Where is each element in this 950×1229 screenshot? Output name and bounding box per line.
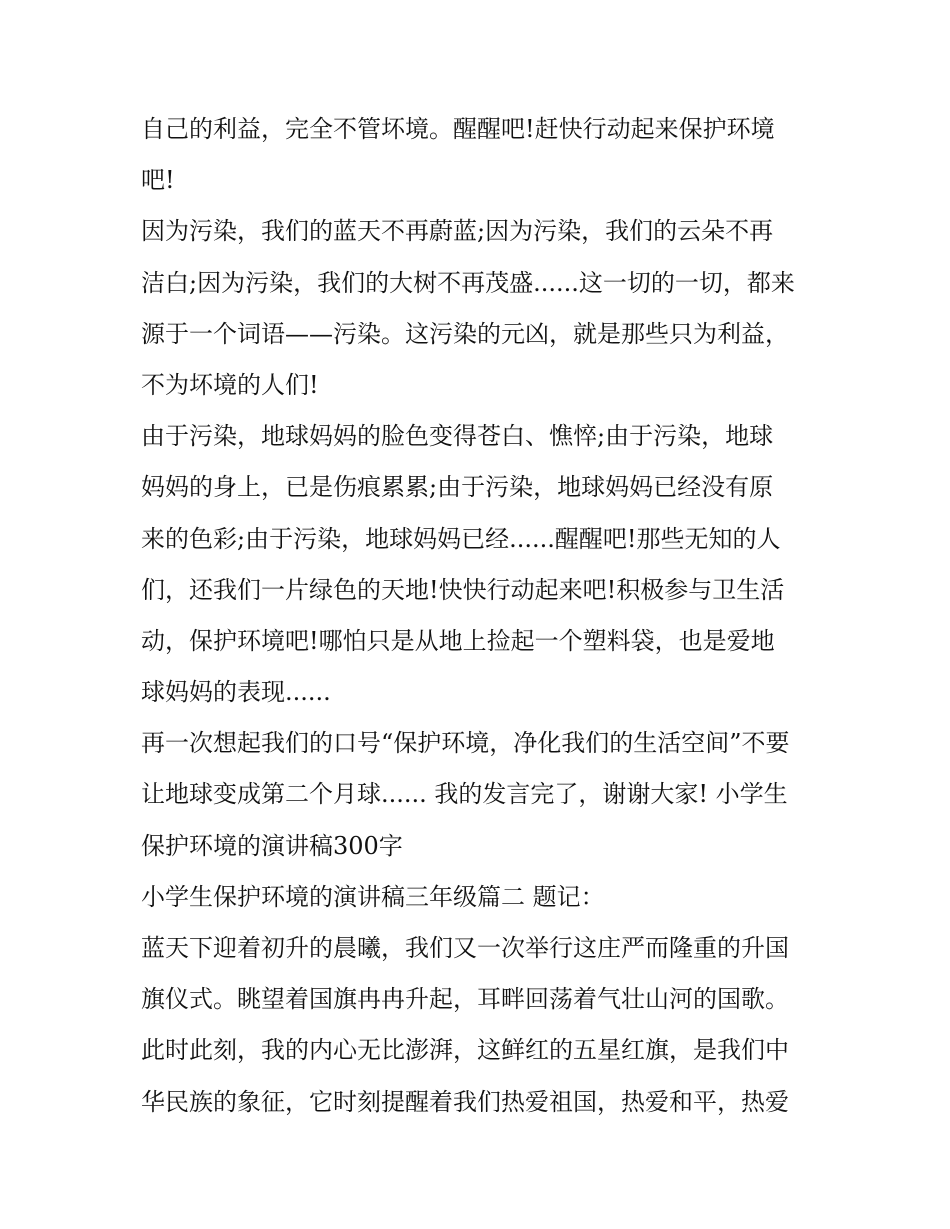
text-line: 华民族的象征，它时刻提醒着我们热爱祖国，热爱和平，热爱 xyxy=(141,1087,789,1116)
text-line: 再一次想起我们的口号“保护环境，净化我们的生活空间”不要 xyxy=(141,729,790,758)
text-line: 源于一个词语——污染。这污染的元凶，就是那些只为利益， xyxy=(141,319,789,348)
text-line: 让地球变成第二个月球...... 我的发言完了，谢谢大家! 小学生 xyxy=(141,780,788,809)
text-line: 蓝天下迎着初升的晨曦，我们又一次举行这庄严而隆重的升国 xyxy=(141,934,789,962)
text-line: 们，还我们一片绿色的天地!快快行动起来吧!积极参与卫生活 xyxy=(141,575,785,604)
text-line: 动，保护环境吧!哪怕只是从地上捡起一个塑料袋，也是爱地 xyxy=(141,626,775,655)
text-line: 由于污染，地球妈妈的脸色变得苍白、憔悴;由于污染，地球 xyxy=(141,422,774,451)
text-line: 保护环境的演讲稿300字 xyxy=(141,831,403,860)
text-line: 自己的利益，完全不管坏境。醒醒吧!赶快行动起来保护环境 xyxy=(141,115,775,143)
text-line: 洁白;因为污染，我们的大树不再茂盛......这一切的一切，都来 xyxy=(141,268,795,297)
text-line: 小学生保护环境的演讲稿三年级篇二 题记： xyxy=(141,882,605,911)
text-line: 不为坏境的人们! xyxy=(141,370,319,399)
text-line: 来的色彩;由于污染，地球妈妈已经......醒醒吧!那些无知的人 xyxy=(141,524,781,553)
document-body xyxy=(141,104,821,1128)
text-line: 吧! xyxy=(141,166,175,195)
text-line: 此时此刻，我的内心无比澎湃，这鲜红的五星红旗，是我们中 xyxy=(141,1036,789,1065)
text-line: 旗仪式。眺望着国旗冉冉升起，耳畔回荡着气壮山河的国歌。 xyxy=(141,985,789,1014)
text-line: 球妈妈的表现...... xyxy=(141,678,331,707)
text-line: 妈妈的身上，已是伤痕累累;由于污染，地球妈妈已经没有原 xyxy=(141,473,774,502)
text-line: 因为污染，我们的蓝天不再蔚蓝;因为污染，我们的云朵不再 xyxy=(141,217,774,246)
